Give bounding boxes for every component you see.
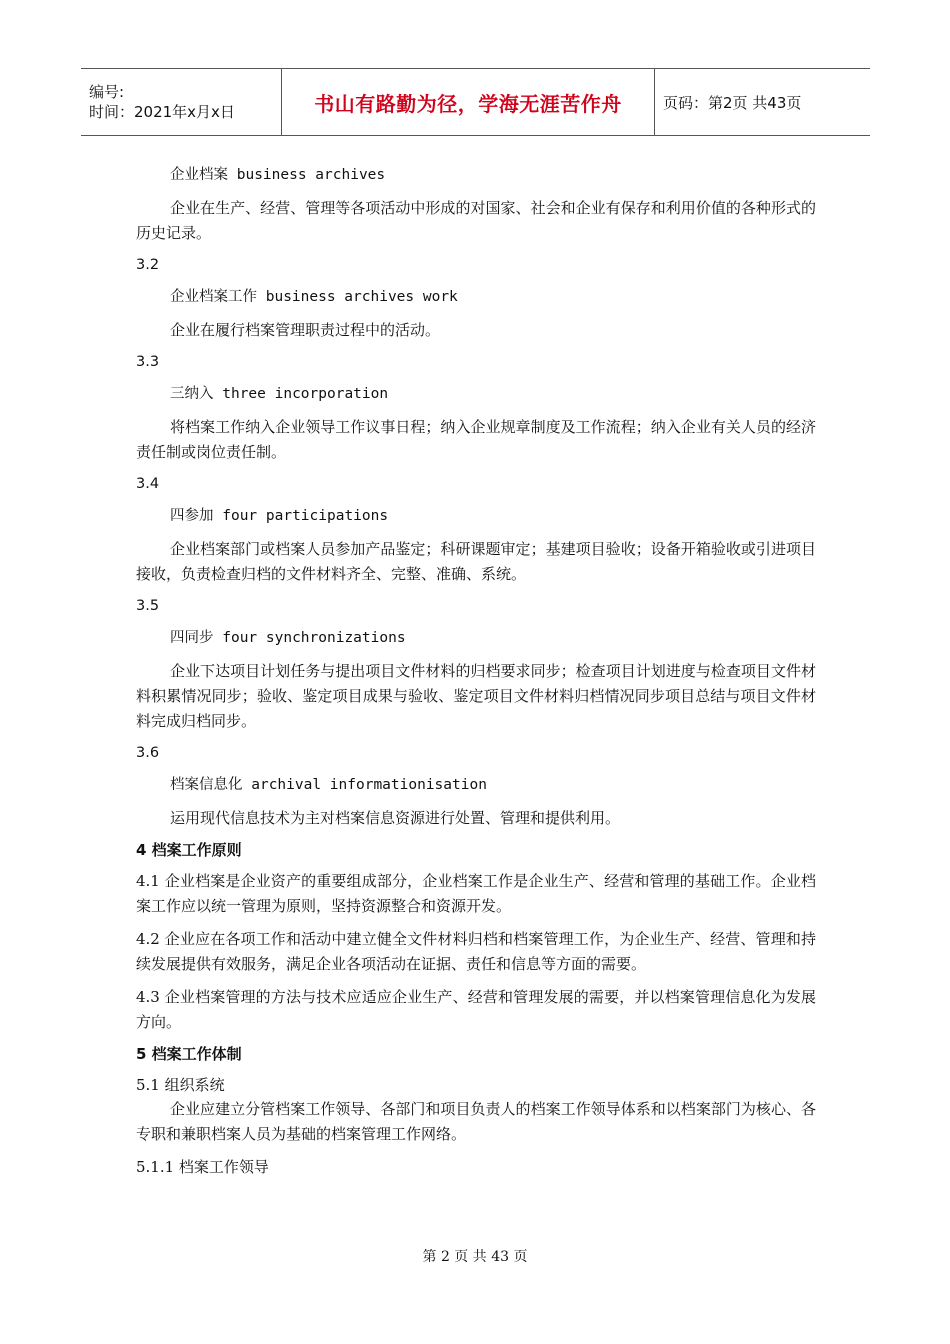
section-heading: 4 档案工作原则: [136, 841, 242, 859]
term-line: 企业档案工作 business archives work: [170, 289, 458, 305]
paragraph: 企业应建立分管档案工作领导、各部门和项目负责人的档案工作领导体系和以档案部门为核心、各专职和兼职档案人员为基础的档案管理工作网络。: [136, 1100, 816, 1143]
section-number: 3.5: [136, 598, 160, 614]
paragraph: 企业档案部门或档案人员参加产品鉴定；科研课题审定；基建项目验收；设备开箱验收或引进项目接收，负责检查归档的文件材料齐全、完整、准确、系统。: [136, 540, 816, 583]
paragraph: 将档案工作纳入企业领导工作议事日程；纳入企业规章制度及工作流程；纳入企业有关人员的经济责任制或岗位责任制。: [136, 418, 816, 461]
term-line: 档案信息化 archival informationisation: [170, 777, 487, 793]
subsection-heading: 5.1.1 档案工作领导: [136, 1158, 269, 1176]
section-number: 3.2: [136, 257, 160, 273]
document-date: 时间：2021年x月x日: [89, 103, 235, 121]
header-meta: [81, 69, 282, 135]
header-page-info: 页码：第2页 共43页: [663, 93, 802, 112]
paragraph: 企业在履行档案管理职责过程中的活动。: [170, 321, 441, 339]
numbered-paragraph: 4.2 企业应在各项工作和活动中建立健全文件材料归档和档案管理工作，为企业生产、经营、管理和持续发展提供有效服务，满足企业各项活动在证据、责任和信息等方面的需要。: [136, 930, 816, 973]
section-heading: 5 档案工作体制: [136, 1045, 242, 1063]
numbered-paragraph: 4.3 企业档案管理的方法与技术应适应企业生产、经营和管理发展的需要，并以档案管理信息化为发展方向。: [136, 988, 816, 1031]
paragraph: 企业下达项目计划任务与提出项目文件材料的归档要求同步；检查项目计划进度与检查项目文件材料积累情况同步；验收、鉴定项目成果与验收、鉴定项目文件材料归档情况同步项目总结与项目文件材料完成归档同步。: [136, 662, 816, 730]
section-number: 3.6: [136, 745, 160, 761]
section-number: 3.4: [136, 476, 160, 492]
paragraph: 企业在生产、经营、管理等各项活动中形成的对国家、社会和企业有保存和利用价值的各种形式的历史记录。: [136, 199, 816, 242]
header-motto: 书山有路勤为径，学海无涯苦作舟: [314, 91, 622, 116]
page-header: [81, 68, 870, 136]
term-line: 企业档案 business archives: [170, 167, 386, 183]
section-number: 3.3: [136, 354, 160, 370]
term-line: 四参加 four participations: [170, 508, 389, 524]
header-motto-cell: [282, 69, 655, 135]
numbered-paragraph: 4.1 企业档案是企业资产的重要组成部分，企业档案工作是企业生产、经营和管理的基础工作。企业档案工作应以统一管理为原则，坚持资源整合和资源开发。: [136, 872, 816, 915]
page-footer: 第 2 页 共 43 页: [422, 1249, 528, 1265]
paragraph: 运用现代信息技术为主对档案信息资源进行处置、管理和提供利用。: [170, 809, 621, 827]
document-body: [136, 156, 816, 1179]
term-line: 四同步 four synchronizations: [170, 630, 406, 646]
subsection-heading: 5.1 组织系统: [136, 1076, 225, 1094]
document-number-label: 编号:: [89, 83, 125, 101]
term-line: 三纳入 three incorporation: [170, 386, 389, 402]
header-page-info-cell: [655, 69, 870, 135]
